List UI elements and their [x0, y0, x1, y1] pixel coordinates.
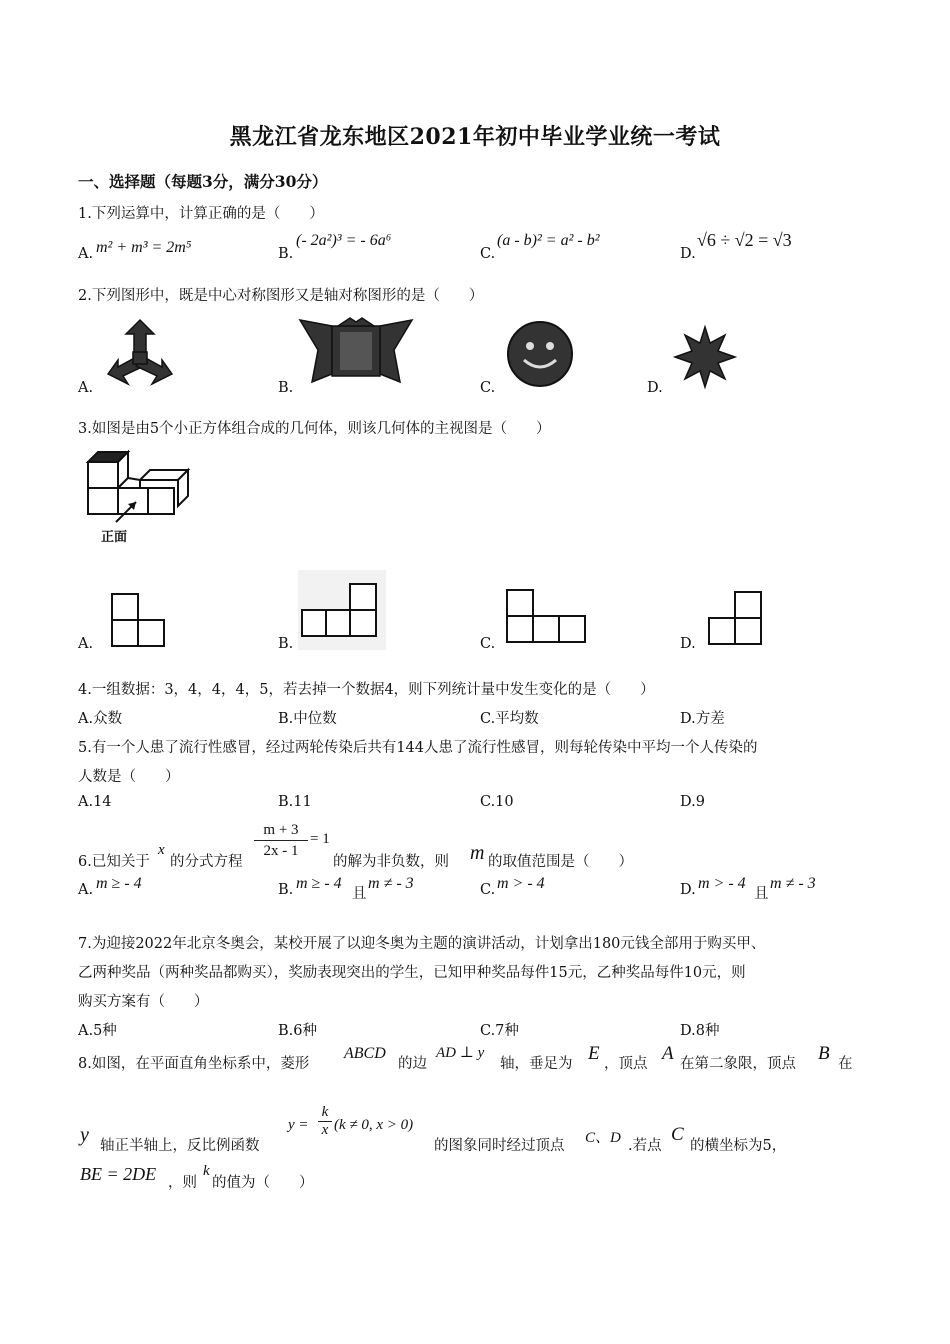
q5-option-b[interactable]: B.11: [278, 794, 312, 810]
front-view-option-d[interactable]: [705, 590, 765, 646]
q2-label-c: C.: [480, 380, 496, 396]
q6-var-x: x: [158, 842, 165, 858]
q6-stem-tail: 的取值范围是（ ）: [488, 854, 633, 870]
q6-var-m: m: [470, 842, 485, 864]
q5-stem-line1: 5.有一个人患了流行性感冒，经过两轮传染后共有144人患了流行性感冒，则每轮传染中平均一个人传染的: [78, 740, 758, 756]
q3-label-d: D.: [680, 636, 696, 652]
q8-text-5: 在第二象限，顶点: [680, 1056, 796, 1072]
q6-option-b-part2[interactable]: m ≠ - 3: [368, 875, 414, 892]
q3-stem: 3.如图是由5个小正方体组合成的几何体，则该几何体的主视图是（ ）: [78, 421, 551, 437]
q1-stem: 1.下列运算中，计算正确的是（ ）: [78, 206, 324, 222]
q6-equals-one: = 1: [310, 831, 330, 847]
q8-text-9: .若点: [628, 1138, 662, 1154]
q1-label-c: C.: [480, 246, 496, 262]
q4-option-a[interactable]: A.众数: [78, 711, 123, 727]
q8-text-1: 8.如图，在平面直角坐标系中，菱形: [78, 1056, 310, 1072]
q8-text-7: 轴正半轴上，反比例函数: [100, 1138, 260, 1154]
q8-fn-lhs: y =: [288, 1117, 309, 1133]
q6-option-a[interactable]: m ≥ - 4: [96, 875, 142, 892]
q6-label-b: B.: [278, 882, 294, 898]
q8-points-cd: C、D: [585, 1130, 621, 1146]
q6-stem-mid: 的分式方程: [170, 854, 243, 870]
q8-point-a: A: [662, 1043, 674, 1064]
q8-text-10: 的横坐标为5，: [690, 1138, 787, 1154]
smiley-face-figure[interactable]: [506, 320, 574, 388]
q3-label-b: B.: [278, 636, 294, 652]
q1-option-a[interactable]: m² + m³ = 2m⁵: [96, 239, 192, 256]
q7-option-a[interactable]: A.5种: [78, 1023, 117, 1039]
q7-option-b[interactable]: B.6种: [278, 1023, 317, 1039]
q8-y-axis: y: [80, 1124, 89, 1146]
q1-option-b[interactable]: (- 2a²)³ = - 6a⁶: [296, 232, 392, 249]
q8-fn-fraction: [318, 1104, 332, 1139]
q4-option-c[interactable]: C.平均数: [480, 711, 539, 727]
q6-label-a: A.: [78, 882, 94, 898]
q1-label-d: D.: [680, 246, 696, 262]
q8-text-4: ，顶点: [604, 1056, 648, 1072]
banner-figure[interactable]: [298, 316, 414, 386]
q8-text-3: 轴，垂足为: [500, 1056, 573, 1072]
q2-stem: 2.下列图形中，既是中心对称图形又是轴对称图形的是（ ）: [78, 288, 484, 304]
q6-stem-pre: 6.已知关于: [78, 854, 150, 870]
q1-label-a: A.: [78, 246, 94, 262]
q7-stem-line1: 7.为迎接2022年北京冬奥会，某校开展了以迎冬奥为主题的演讲活动，计划拿出180元钱全部用于购买甲、: [78, 936, 766, 952]
q4-option-d[interactable]: D.方差: [680, 711, 725, 727]
q6-fraction-numerator: m + 3: [254, 820, 308, 841]
q8-text-11: ，则: [168, 1175, 197, 1191]
q8-var-k: k: [203, 1163, 210, 1179]
page-title: 黑龙江省龙东地区2021年初中毕业学业统一考试: [229, 124, 721, 150]
q8-fn-numerator: k: [318, 1104, 332, 1122]
cube-solid-figure: [78, 448, 190, 552]
q5-stem-line2: 人数是（ ）: [78, 769, 180, 785]
q8-abcd: ABCD: [344, 1045, 386, 1062]
q6-fraction: [254, 820, 308, 861]
q8-text-12: 的值为（ ）: [212, 1175, 314, 1191]
q8-text-2: 的边: [398, 1056, 427, 1072]
q8-fn-denominator: x: [321, 1122, 329, 1138]
q8-ad-perp-y: AD ⊥ y: [436, 1045, 485, 1061]
q4-stem: 4.一组数据：3，4，4，4，5，若去掉一个数据4，则下列统计量中发生变化的是（ ）: [78, 682, 655, 698]
q6-stem-post: 的解为非负数，则: [333, 854, 449, 870]
q5-option-a[interactable]: A.14: [78, 794, 112, 810]
front-view-option-a[interactable]: [110, 592, 168, 648]
q2-label-a: A.: [78, 380, 94, 396]
q8-point-b: B: [818, 1043, 830, 1064]
q8-text-6: 在: [838, 1056, 853, 1072]
q8-be-2de: BE = 2DE: [80, 1164, 157, 1184]
q6-option-c[interactable]: m > - 4: [497, 875, 545, 892]
q7-option-c[interactable]: C.7种: [480, 1023, 519, 1039]
q5-option-d[interactable]: D.9: [680, 794, 705, 810]
q3-label-a: A.: [78, 636, 94, 652]
q6-option-d-part1[interactable]: m > - 4: [698, 875, 746, 892]
q7-option-d[interactable]: D.8种: [680, 1023, 720, 1039]
q8-point-c: C: [671, 1124, 684, 1145]
three-arrows-figure[interactable]: [104, 318, 176, 390]
q6-option-b-and: 且: [352, 886, 367, 902]
front-label: 正面: [101, 530, 128, 545]
q4-option-b[interactable]: B.中位数: [278, 711, 337, 727]
q1-label-b: B.: [278, 246, 294, 262]
q6-fraction-denominator: 2x - 1: [263, 843, 299, 859]
q3-label-c: C.: [480, 636, 496, 652]
q8-point-e: E: [588, 1043, 600, 1064]
q7-stem-line3: 购买方案有（ ）: [78, 994, 209, 1010]
q1-option-d[interactable]: √6 ÷ √2 = √3: [697, 230, 792, 250]
q6-option-d-and: 且: [754, 886, 769, 902]
q5-option-c[interactable]: C.10: [480, 794, 514, 810]
q8-fn-condition: (k ≠ 0, x > 0): [334, 1117, 414, 1133]
front-view-option-c[interactable]: [505, 588, 589, 646]
q2-label-d: D.: [647, 380, 663, 396]
q2-label-b: B.: [278, 380, 294, 396]
eight-point-star-figure[interactable]: [674, 326, 736, 388]
q1-option-c[interactable]: (a - b)² = a² - b²: [497, 232, 600, 249]
q7-stem-line2: 乙两种奖品（两种奖品都购买），奖励表现突出的学生，已知甲种奖品每件15元，乙种奖品每件10元，则: [78, 965, 746, 981]
front-view-option-b[interactable]: [298, 570, 386, 650]
q6-option-d-part2[interactable]: m ≠ - 3: [770, 875, 816, 892]
q6-option-b-part1[interactable]: m ≥ - 4: [296, 875, 342, 892]
q6-label-d: D.: [680, 882, 696, 898]
section-heading: 一、选择题（每题3分，满分30分）: [78, 172, 328, 191]
q8-text-8: 的图象同时经过顶点: [434, 1138, 565, 1154]
q6-label-c: C.: [480, 882, 496, 898]
